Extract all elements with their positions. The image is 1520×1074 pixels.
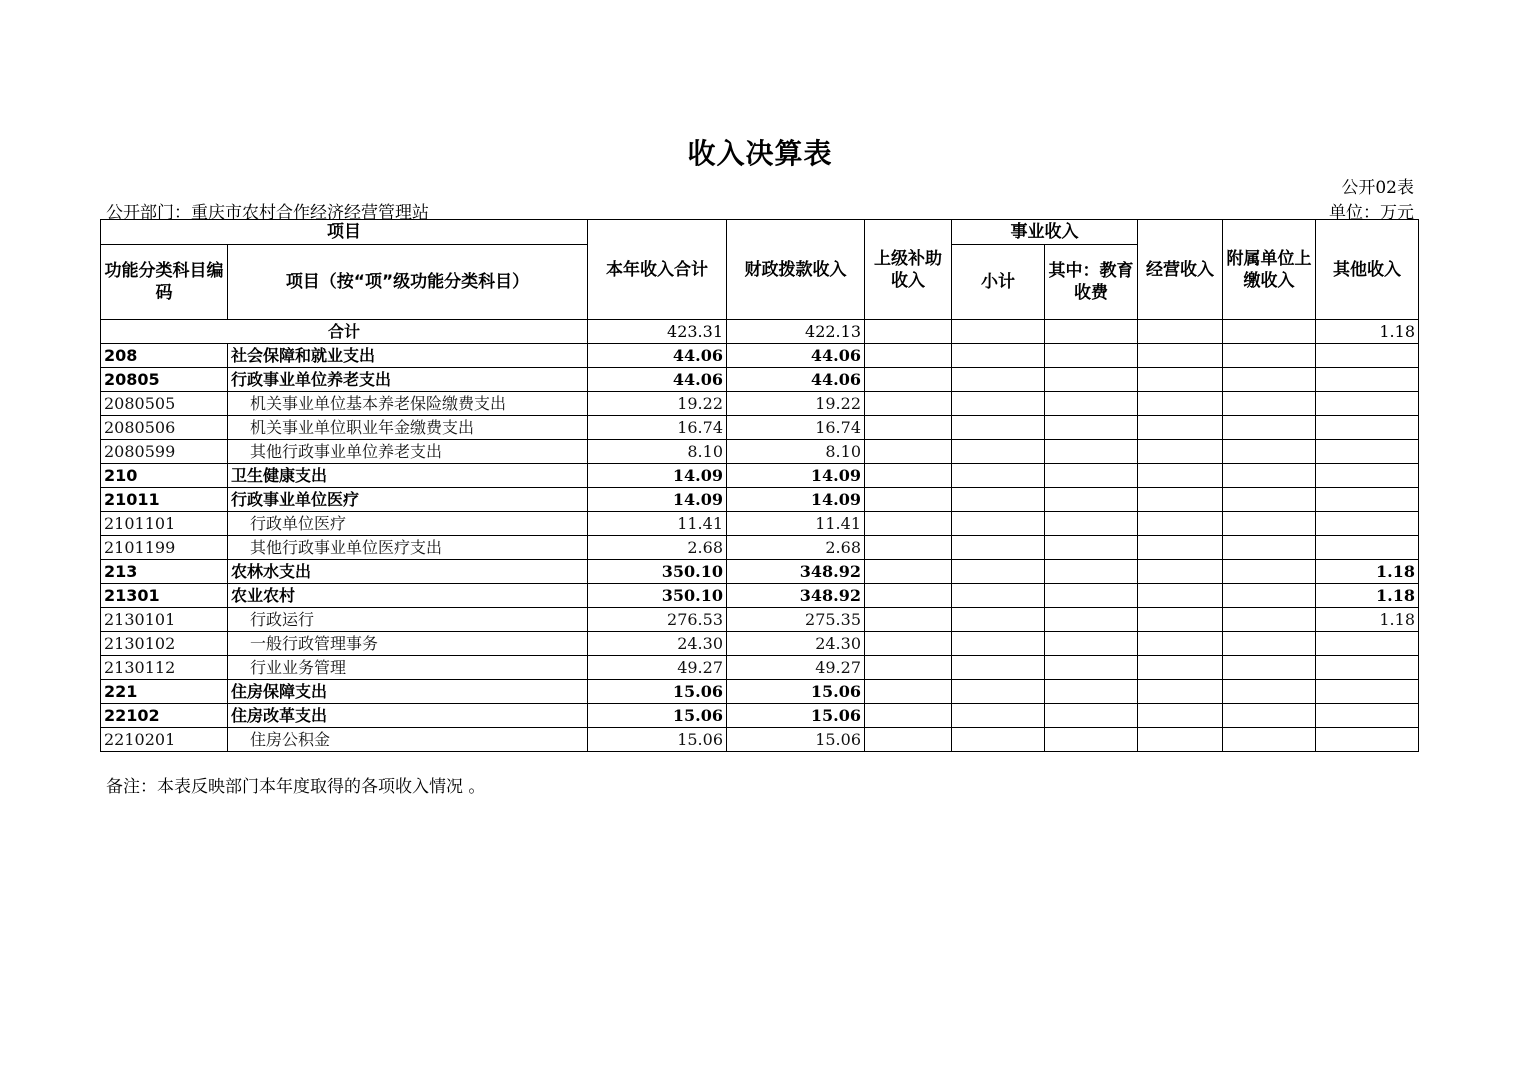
- row-name: 机关事业单位职业年金缴费支出: [228, 416, 588, 440]
- row-other: [1316, 512, 1419, 536]
- row-superior: [865, 392, 952, 416]
- row-career-edu: [1045, 464, 1138, 488]
- row-career-sub: [952, 512, 1045, 536]
- row-superior: [865, 416, 952, 440]
- row-total: 15.06: [588, 704, 727, 728]
- table-row: [101, 512, 1419, 536]
- row-other: [1316, 344, 1419, 368]
- row-career-sub: [952, 344, 1045, 368]
- row-business: [1138, 632, 1223, 656]
- row-fiscal: 348.92: [727, 560, 865, 584]
- row-business: [1138, 512, 1223, 536]
- row-affiliated: [1223, 368, 1316, 392]
- row-total: 350.10: [588, 584, 727, 608]
- row-career-edu: [1045, 680, 1138, 704]
- row-career-edu: [1045, 560, 1138, 584]
- row-fiscal: 15.06: [727, 704, 865, 728]
- row-affiliated: [1223, 728, 1316, 752]
- row-affiliated: [1223, 512, 1316, 536]
- row-affiliated: [1223, 416, 1316, 440]
- row-code: 2130101: [101, 608, 228, 632]
- row-superior: [865, 464, 952, 488]
- row-affiliated: [1223, 488, 1316, 512]
- row-name: 住房公积金: [228, 728, 588, 752]
- row-other: [1316, 488, 1419, 512]
- income-table: [100, 219, 1419, 752]
- row-career-sub: [952, 488, 1045, 512]
- row-career-sub: [952, 680, 1045, 704]
- table-row: [101, 488, 1419, 512]
- row-code: 2080599: [101, 440, 228, 464]
- row-superior: [865, 344, 952, 368]
- row-name: 住房保障支出: [228, 680, 588, 704]
- header-fiscal: 财政拨款收入: [727, 220, 865, 320]
- row-business: [1138, 464, 1223, 488]
- header-business: 经营收入: [1138, 220, 1223, 320]
- row-other: 1.18: [1316, 584, 1419, 608]
- total-total: 423.31: [588, 320, 727, 344]
- row-code: 20805: [101, 368, 228, 392]
- row-fiscal: 49.27: [727, 656, 865, 680]
- row-other: [1316, 464, 1419, 488]
- table-row: [101, 656, 1419, 680]
- row-code: 213: [101, 560, 228, 584]
- row-other: [1316, 728, 1419, 752]
- header-affiliated: 附属单位上缴收入: [1223, 220, 1316, 320]
- row-total: 276.53: [588, 608, 727, 632]
- header-func-code: 功能分类科目编码: [101, 245, 228, 320]
- row-business: [1138, 584, 1223, 608]
- row-career-sub: [952, 416, 1045, 440]
- row-name: 卫生健康支出: [228, 464, 588, 488]
- total-business: [1138, 320, 1223, 344]
- row-business: [1138, 344, 1223, 368]
- row-name: 行业业务管理: [228, 656, 588, 680]
- unit-label: 单位：万元: [1329, 203, 1414, 223]
- row-superior: [865, 512, 952, 536]
- row-career-sub: [952, 656, 1045, 680]
- row-other: [1316, 656, 1419, 680]
- row-other: [1316, 392, 1419, 416]
- row-name: 其他行政事业单位医疗支出: [228, 536, 588, 560]
- header-career: 事业收入: [952, 220, 1138, 245]
- row-other: [1316, 536, 1419, 560]
- row-fiscal: 16.74: [727, 416, 865, 440]
- row-code: 208: [101, 344, 228, 368]
- row-career-edu: [1045, 728, 1138, 752]
- row-total: 2.68: [588, 536, 727, 560]
- footnote: 备注：本表反映部门本年度取得的各项收入情况 。: [106, 777, 486, 797]
- row-business: [1138, 416, 1223, 440]
- row-fiscal: 15.06: [727, 680, 865, 704]
- row-affiliated: [1223, 632, 1316, 656]
- row-name: 其他行政事业单位养老支出: [228, 440, 588, 464]
- row-name: 住房改革支出: [228, 704, 588, 728]
- table-row: [101, 632, 1419, 656]
- row-career-edu: [1045, 704, 1138, 728]
- row-superior: [865, 488, 952, 512]
- row-career-edu: [1045, 344, 1138, 368]
- table-row: [101, 440, 1419, 464]
- header-career-edu: 其中：教育收费: [1045, 245, 1138, 320]
- row-affiliated: [1223, 680, 1316, 704]
- row-career-sub: [952, 368, 1045, 392]
- row-superior: [865, 728, 952, 752]
- table-row: [101, 416, 1419, 440]
- row-affiliated: [1223, 344, 1316, 368]
- row-other: [1316, 440, 1419, 464]
- row-superior: [865, 632, 952, 656]
- row-career-sub: [952, 728, 1045, 752]
- row-career-sub: [952, 704, 1045, 728]
- row-affiliated: [1223, 536, 1316, 560]
- row-affiliated: [1223, 464, 1316, 488]
- row-business: [1138, 656, 1223, 680]
- row-career-edu: [1045, 656, 1138, 680]
- page-title: 收入决算表: [687, 137, 833, 170]
- row-total: 15.06: [588, 680, 727, 704]
- row-total: 44.06: [588, 344, 727, 368]
- row-career-edu: [1045, 368, 1138, 392]
- header-career-sub: 小计: [952, 245, 1045, 320]
- header-project: 项目: [101, 220, 588, 245]
- row-business: [1138, 560, 1223, 584]
- row-total: 24.30: [588, 632, 727, 656]
- row-superior: [865, 608, 952, 632]
- row-career-edu: [1045, 608, 1138, 632]
- row-business: [1138, 368, 1223, 392]
- row-affiliated: [1223, 440, 1316, 464]
- row-business: [1138, 608, 1223, 632]
- table-row: [101, 728, 1419, 752]
- row-affiliated: [1223, 560, 1316, 584]
- row-total: 44.06: [588, 368, 727, 392]
- row-business: [1138, 728, 1223, 752]
- row-code: 210: [101, 464, 228, 488]
- total-superior: [865, 320, 952, 344]
- row-code: 2101199: [101, 536, 228, 560]
- row-superior: [865, 656, 952, 680]
- row-code: 2210201: [101, 728, 228, 752]
- row-career-edu: [1045, 632, 1138, 656]
- row-career-sub: [952, 464, 1045, 488]
- row-other: [1316, 704, 1419, 728]
- row-career-edu: [1045, 392, 1138, 416]
- row-superior: [865, 584, 952, 608]
- row-career-edu: [1045, 584, 1138, 608]
- table-row: [101, 608, 1419, 632]
- table-row: [101, 680, 1419, 704]
- row-business: [1138, 704, 1223, 728]
- total-career-edu: [1045, 320, 1138, 344]
- header-func-name: 项目（按“项”级功能分类科目）: [228, 245, 588, 320]
- row-career-edu: [1045, 536, 1138, 560]
- row-superior: [865, 536, 952, 560]
- row-code: 221: [101, 680, 228, 704]
- row-name: 行政事业单位养老支出: [228, 368, 588, 392]
- total-affiliated: [1223, 320, 1316, 344]
- row-business: [1138, 488, 1223, 512]
- row-total: 16.74: [588, 416, 727, 440]
- row-name: 一般行政管理事务: [228, 632, 588, 656]
- table-row: [101, 704, 1419, 728]
- row-fiscal: 14.09: [727, 488, 865, 512]
- row-fiscal: 11.41: [727, 512, 865, 536]
- row-fiscal: 2.68: [727, 536, 865, 560]
- row-other: 1.18: [1316, 560, 1419, 584]
- row-career-sub: [952, 608, 1045, 632]
- total-fiscal: 422.13: [727, 320, 865, 344]
- total-other: 1.18: [1316, 320, 1419, 344]
- row-business: [1138, 392, 1223, 416]
- row-superior: [865, 368, 952, 392]
- row-total: 15.06: [588, 728, 727, 752]
- row-business: [1138, 680, 1223, 704]
- row-career-edu: [1045, 440, 1138, 464]
- row-superior: [865, 680, 952, 704]
- row-fiscal: 15.06: [727, 728, 865, 752]
- table-row: [101, 464, 1419, 488]
- table-row: [101, 536, 1419, 560]
- row-other: [1316, 632, 1419, 656]
- row-other: 1.18: [1316, 608, 1419, 632]
- row-fiscal: 44.06: [727, 368, 865, 392]
- row-total: 8.10: [588, 440, 727, 464]
- table-row: [101, 368, 1419, 392]
- table-tag: 公开02表: [1341, 178, 1414, 198]
- row-superior: [865, 440, 952, 464]
- row-fiscal: 8.10: [727, 440, 865, 464]
- row-code: 2130102: [101, 632, 228, 656]
- row-career-sub: [952, 392, 1045, 416]
- row-career-sub: [952, 536, 1045, 560]
- row-superior: [865, 704, 952, 728]
- table-row: [101, 392, 1419, 416]
- row-business: [1138, 536, 1223, 560]
- row-affiliated: [1223, 656, 1316, 680]
- row-career-edu: [1045, 416, 1138, 440]
- table-row: [101, 344, 1419, 368]
- row-career-edu: [1045, 488, 1138, 512]
- row-code: 2080505: [101, 392, 228, 416]
- total-label: 合计: [101, 320, 588, 344]
- table-row: [101, 560, 1419, 584]
- row-total: 49.27: [588, 656, 727, 680]
- row-career-sub: [952, 440, 1045, 464]
- row-other: [1316, 368, 1419, 392]
- row-affiliated: [1223, 584, 1316, 608]
- row-total: 14.09: [588, 488, 727, 512]
- row-other: [1316, 680, 1419, 704]
- row-name: 农林水支出: [228, 560, 588, 584]
- row-total: 350.10: [588, 560, 727, 584]
- row-career-sub: [952, 632, 1045, 656]
- row-business: [1138, 440, 1223, 464]
- row-career-sub: [952, 560, 1045, 584]
- row-total: 11.41: [588, 512, 727, 536]
- row-fiscal: 19.22: [727, 392, 865, 416]
- total-row: [101, 320, 1419, 344]
- row-name: 行政事业单位医疗: [228, 488, 588, 512]
- header-total: 本年收入合计: [588, 220, 727, 320]
- row-code: 2101101: [101, 512, 228, 536]
- row-career-sub: [952, 584, 1045, 608]
- row-name: 农业农村: [228, 584, 588, 608]
- row-name: 行政运行: [228, 608, 588, 632]
- row-other: [1316, 416, 1419, 440]
- row-name: 机关事业单位基本养老保险缴费支出: [228, 392, 588, 416]
- row-affiliated: [1223, 608, 1316, 632]
- row-name: 行政单位医疗: [228, 512, 588, 536]
- row-affiliated: [1223, 704, 1316, 728]
- row-career-edu: [1045, 512, 1138, 536]
- row-code: 2130112: [101, 656, 228, 680]
- row-total: 14.09: [588, 464, 727, 488]
- row-fiscal: 24.30: [727, 632, 865, 656]
- row-total: 19.22: [588, 392, 727, 416]
- total-career-sub: [952, 320, 1045, 344]
- table-row: [101, 584, 1419, 608]
- row-fiscal: 44.06: [727, 344, 865, 368]
- row-code: 21301: [101, 584, 228, 608]
- row-fiscal: 14.09: [727, 464, 865, 488]
- row-name: 社会保障和就业支出: [228, 344, 588, 368]
- row-code: 21011: [101, 488, 228, 512]
- department-label: 公开部门：重庆市农村合作经济经营管理站: [106, 203, 429, 223]
- row-code: 2080506: [101, 416, 228, 440]
- row-fiscal: 348.92: [727, 584, 865, 608]
- header-other: 其他收入: [1316, 220, 1419, 320]
- row-affiliated: [1223, 392, 1316, 416]
- row-superior: [865, 560, 952, 584]
- row-fiscal: 275.35: [727, 608, 865, 632]
- row-code: 22102: [101, 704, 228, 728]
- header-superior: 上级补助收入: [865, 220, 952, 320]
